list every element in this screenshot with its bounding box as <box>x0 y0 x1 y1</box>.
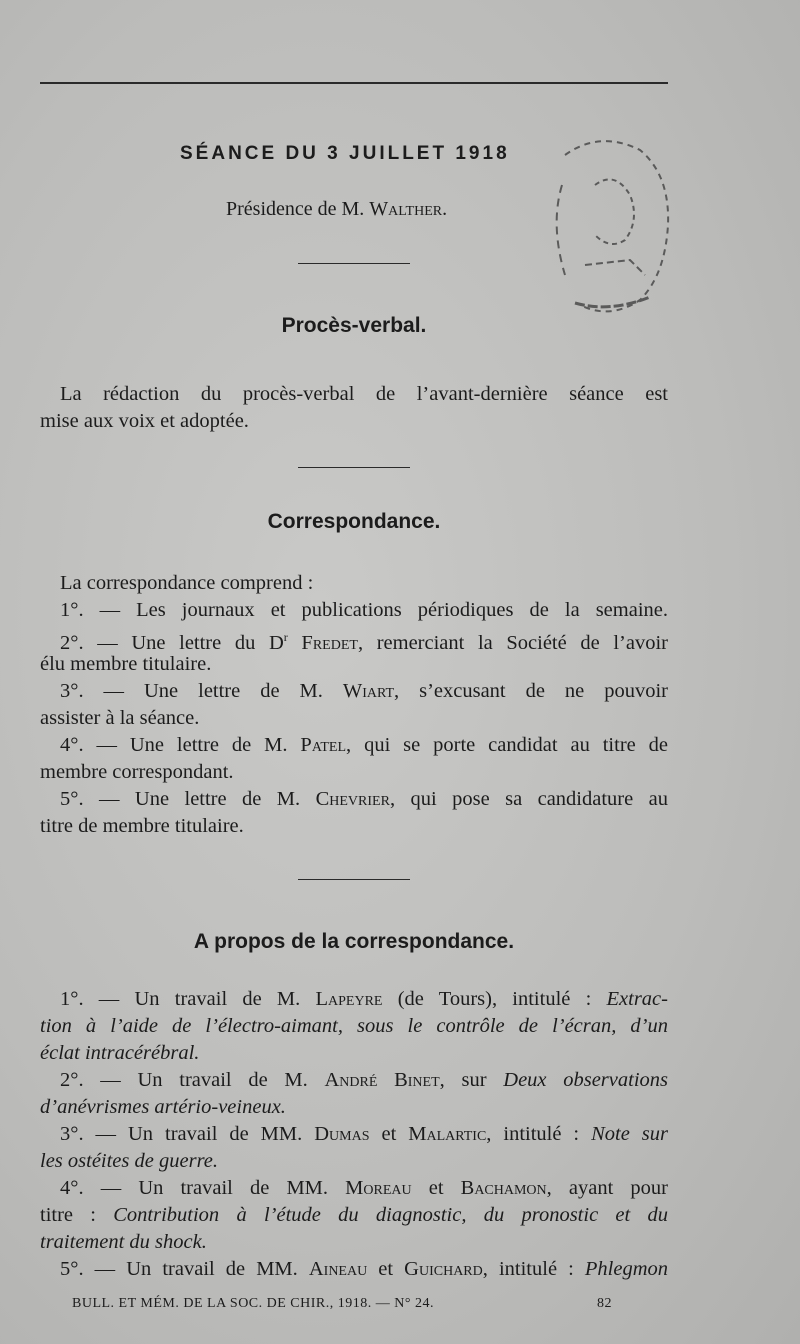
a-propos-item-2: 2°. — Un travail de M. André Binet, sur Deux observations <box>60 1069 669 1091</box>
top-rule <box>40 82 668 84</box>
a-propos-item-2-cont: d’anévrismes artério-veineux. <box>40 1096 286 1118</box>
correspondance-item-3: 3°. — Une lettre de M. Wiart, s’excusant de ne pouvoir <box>60 680 668 702</box>
separator-rule <box>298 467 410 468</box>
heading-correspondance: Correspondance. <box>267 510 441 533</box>
correspondance-item-3-cont: assister à la séance. <box>40 707 200 729</box>
proces-verbal-line-1: La rédaction du procès-verbal de l’avant-dernière séance est <box>60 383 668 405</box>
heading-a-propos: A propos de la correspondance. <box>193 930 515 953</box>
presidence-line: Présidence de M. Walther. <box>226 198 448 220</box>
correspondance-item-4-cont: membre correspondant. <box>40 761 234 783</box>
a-propos-item-1-cont-2: éclat intracérébral. <box>40 1042 200 1064</box>
a-propos-item-4: 4°. — Un travail de MM. Moreau et Bachamon, ayant pour <box>60 1177 668 1199</box>
a-propos-item-5: 5°. — Un travail de MM. Aineau et Guichard, intitulé : Phlegmon <box>60 1258 669 1280</box>
separator-rule <box>298 263 410 264</box>
a-propos-item-1-cont: tion à l’aide de l’électro-aimant, sous le contrôle de l’écran, d’un <box>40 1015 668 1037</box>
correspondance-item-2-cont: élu membre titulaire. <box>40 653 212 675</box>
page-footer <box>72 1296 612 1312</box>
correspondance-item-1: 1°. — Les journaux et publications périodiques de la semaine. <box>60 599 668 621</box>
correspondance-item-5-cont: titre de membre titulaire. <box>40 815 244 837</box>
a-propos-item-1: 1°. — Un travail de M. Lapeyre (de Tours), intitulé : Extrac- <box>60 988 668 1010</box>
correspondance-item-5: 5°. — Une lettre de M. Chevrier, qui pose sa candidature au <box>60 788 668 810</box>
a-propos-item-3-cont: les ostéites de guerre. <box>40 1150 219 1172</box>
a-propos-item-4-cont: titre : Contribution à l’étude du diagnostic, du pronostic et du <box>40 1204 668 1226</box>
correspondance-intro: La correspondance comprend : <box>60 572 314 594</box>
correspondance-item-2: 2°. — Une lettre du $D^r$ Fredet, remerciant la Société de l’avoir <box>60 630 668 654</box>
journal-reference: BULL. ET MÉM. DE LA SOC. DE CHIR., 1918. — N° 24. <box>72 1296 434 1311</box>
a-propos-item-4-cont-2: traitement du shock. <box>40 1231 207 1253</box>
proces-verbal-line-2: mise aux voix et adoptée. <box>40 410 249 432</box>
separator-rule <box>298 879 410 880</box>
heading-proces-verbal: Procès-verbal. <box>281 314 427 337</box>
library-stamp-icon <box>540 125 675 325</box>
correspondance-item-4: 4°. — Une lettre de M. Patel, qui se porte candidat au titre de <box>60 734 668 756</box>
page-number: 82 <box>597 1296 612 1311</box>
president-name: Walther. <box>369 198 448 220</box>
session-title: SÉANCE DU 3 JUILLET 1918 <box>180 143 510 164</box>
a-propos-item-3: 3°. — Un travail de MM. Dumas et Malartic, intitulé : Note sur <box>60 1123 669 1145</box>
